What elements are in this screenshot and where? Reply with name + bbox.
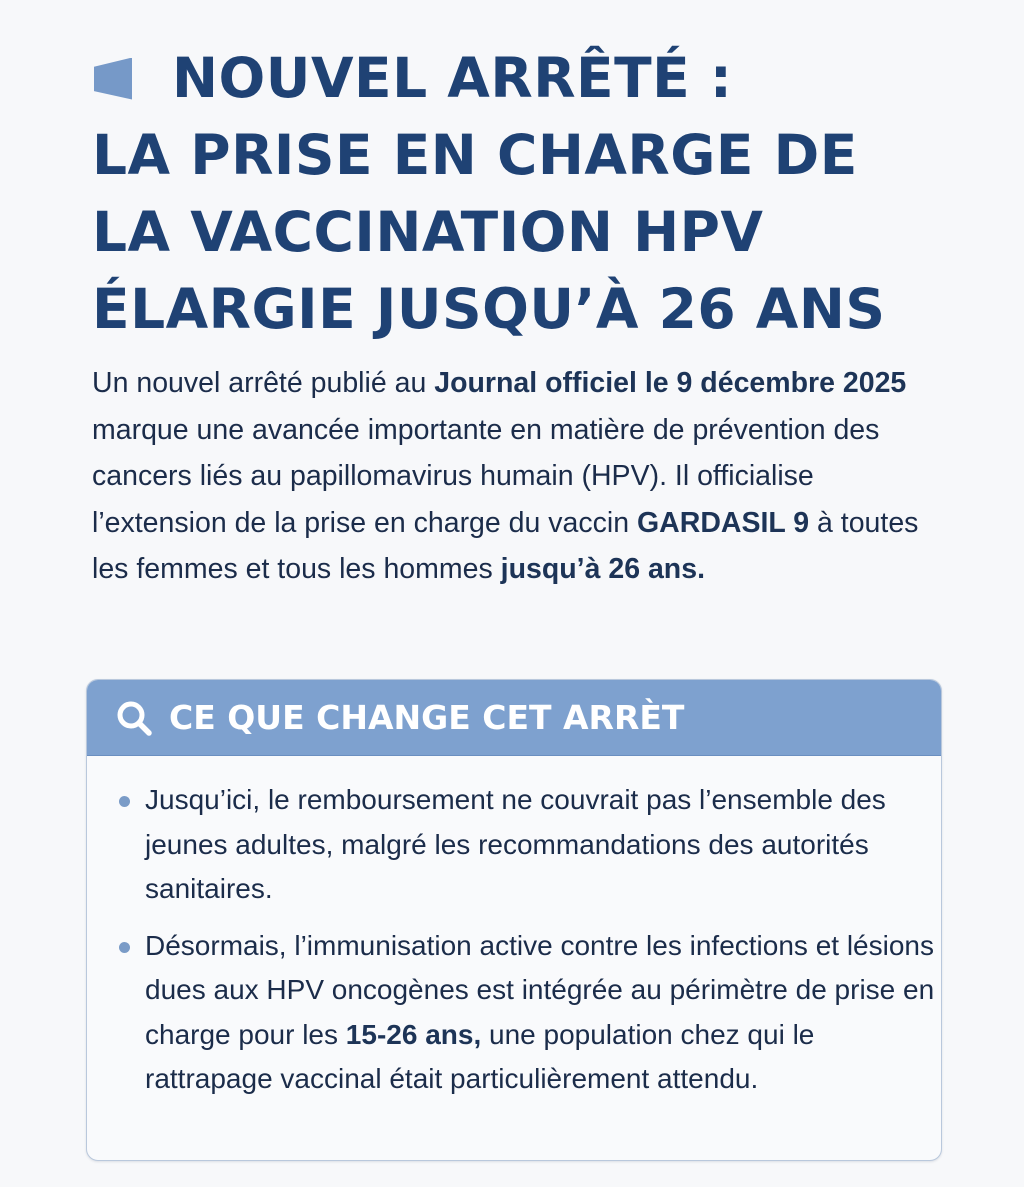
intro-date: Journal officiel le 9 décembre 2025 bbox=[434, 367, 907, 399]
card-header-title: CE QUE CHANGE CET ARRÈT bbox=[169, 698, 685, 737]
title-line-2: LA PRISE EN CHARGE DE bbox=[92, 123, 858, 187]
bullet-icon bbox=[119, 942, 130, 953]
changes-card bbox=[86, 679, 942, 1161]
list-item bbox=[87, 924, 941, 1102]
title-line-4: ÉLARGIE JUSQU’À 26 ANS bbox=[92, 277, 886, 341]
flag-marker-icon bbox=[94, 58, 132, 100]
title-line-3: LA VACCINATION HPV bbox=[92, 200, 764, 264]
list-item-text-pre: Désormais, l’immunisation active contre les infections et lésions dues aux HPV oncogènes est intégrée au périmètre de prise en charge pour les bbox=[145, 929, 935, 1050]
intro-text-2: marque une avancée importante en matière de prévention des cancers liés au papillomavirus humain (HPV). Il officialise l’extension de la prise en charge du vaccin bbox=[92, 413, 880, 539]
list-item bbox=[87, 778, 941, 912]
card-header bbox=[87, 680, 941, 756]
intro-age: jusqu’à 26 ans. bbox=[500, 553, 705, 585]
search-icon bbox=[115, 699, 153, 737]
intro-text-1: Un nouvel arrêté publié au bbox=[92, 367, 435, 399]
list-item-text: Jusqu’ici, le remboursement ne couvrait pas l’ensemble des jeunes adultes, malgré les recommandations des autorités sanitaires. bbox=[145, 784, 886, 904]
list-item-age-range: 15-26 ans, bbox=[345, 1018, 482, 1050]
title-line-1 bbox=[92, 40, 972, 117]
intro-paragraph bbox=[92, 360, 952, 593]
list-item-text-post: une population chez qui le rattrapage vaccinal était particulièrement attendu. bbox=[145, 1018, 815, 1094]
intro-text-3: à toutes les femmes et tous les hommes bbox=[92, 506, 919, 585]
page-title bbox=[92, 40, 972, 348]
intro-vaccine: GARDASIL 9 bbox=[637, 506, 810, 539]
bullet-icon bbox=[119, 796, 130, 807]
title-text-1: NOUVEL ARRÊTÉ : bbox=[172, 46, 733, 110]
changes-list bbox=[87, 756, 941, 1102]
